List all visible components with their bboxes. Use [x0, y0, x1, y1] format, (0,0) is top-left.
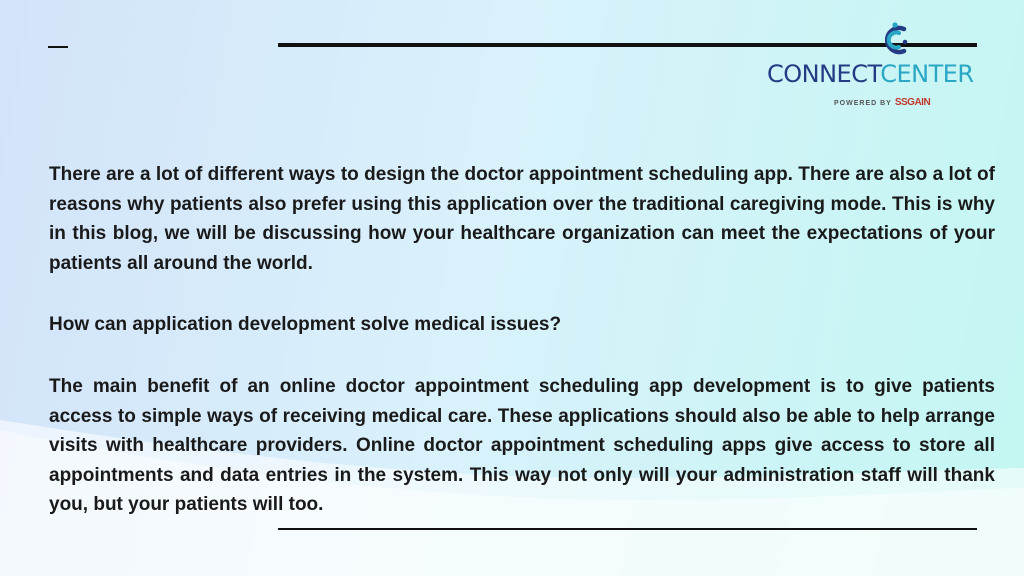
logo-brand: SSGAIN — [894, 97, 931, 108]
intro-paragraph: There are a lot of different ways to design the doctor appointment scheduling app. There are also a lot of reasons why patients also prefer using this application over the traditional caregiving mode. This is why in this blog, we will be discussing how your healthcare organization can meet the expectations of your patients all around the world. — [49, 164, 995, 274]
logo-powered-by: POWERED BY — [834, 100, 892, 107]
connect-center-logo-icon — [875, 20, 915, 60]
top-left-dash — [48, 46, 68, 48]
logo-word-center: CENTER — [880, 60, 974, 88]
bottom-divider — [278, 528, 977, 530]
connect-center-logo — [764, 18, 1024, 110]
article-body — [49, 160, 995, 520]
logo-tagline — [834, 95, 930, 110]
benefit-paragraph: The main benefit of an online doctor appointment scheduling app development is to give patients access to simple ways of receiving medical care. These applications should also be able to help arrange visits with healthcare providers. Online doctor appointment scheduling apps give access to store all appointments and data entries in the system. This way not only will your administration staff will thank you, but your patients will too. — [49, 375, 995, 516]
logo-word-connect: CONNECT — [767, 60, 881, 88]
logo-wordmark — [767, 60, 974, 88]
section-heading: How can application development solve medical issues? — [49, 314, 562, 336]
